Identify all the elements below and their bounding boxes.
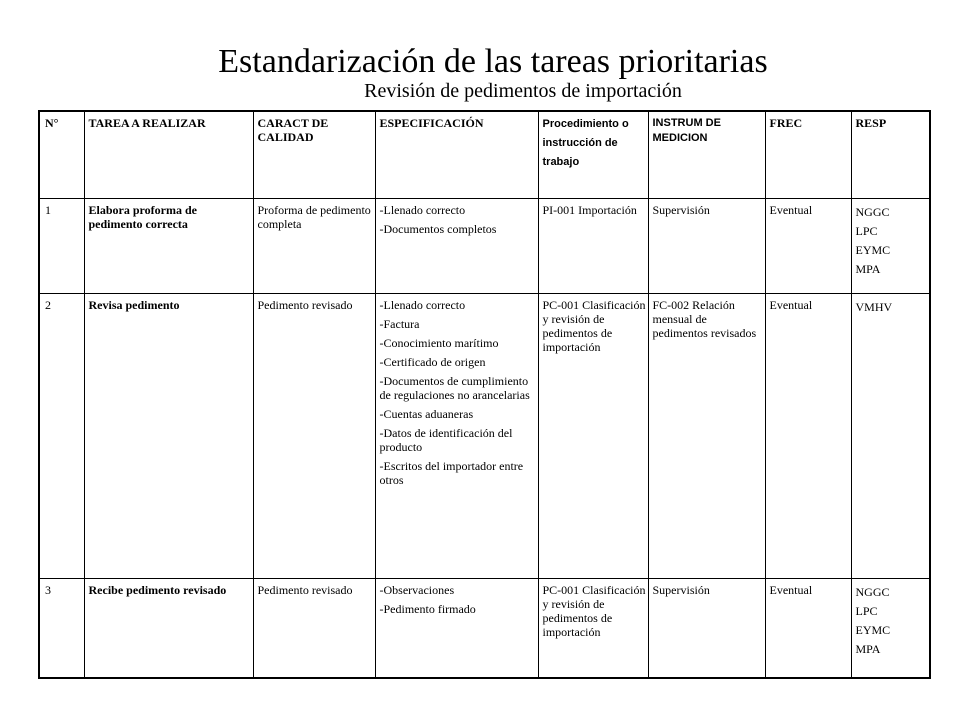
cell-resp	[851, 579, 930, 679]
cell-instrum: FC-002 Relación mensual de pedimentos revisados	[648, 294, 765, 579]
cell-procedimiento: PI-001 Importación	[538, 199, 648, 294]
header-num: N°	[39, 111, 84, 199]
header-tarea: TAREA A REALIZAR	[84, 111, 253, 199]
spec-item: -Certificado de origen	[379, 355, 486, 369]
cell-tarea: Revisa pedimento	[84, 294, 253, 579]
header-especificacion: ESPECIFICACIÓN	[375, 111, 538, 199]
header-procedimiento	[538, 111, 648, 199]
spec-item: -Conocimiento marítimo	[379, 336, 499, 350]
header-caract: CARACT DE CALIDAD	[253, 111, 375, 199]
header-procedimiento-label: Procedimiento o instrucción de trabajo	[542, 118, 629, 168]
header-resp: RESP	[851, 111, 930, 199]
spec-item: -Factura	[379, 317, 420, 331]
cell-num: 1	[39, 199, 84, 294]
resp-item: LPC	[855, 604, 878, 618]
cell-especificacion	[375, 294, 538, 579]
resp-item: VMHV	[855, 300, 893, 314]
cell-caract: Proforma de pedimento completa	[253, 199, 375, 294]
header-instrum-label: INSTRUM DE MEDICION	[652, 117, 721, 144]
cell-num: 2	[39, 294, 84, 579]
resp-item: MPA	[855, 642, 881, 656]
cell-caract: Pedimento revisado	[253, 294, 375, 579]
cell-frec: Eventual	[765, 199, 851, 294]
cell-frec: Eventual	[765, 579, 851, 679]
cell-resp	[851, 294, 930, 579]
header-instrum	[648, 111, 765, 199]
table-row	[39, 199, 930, 294]
spec-item: -Datos de identificación del producto	[379, 426, 513, 454]
cell-instrum: Supervisión	[648, 579, 765, 679]
task-standardization-table	[38, 110, 931, 679]
header-frec: FREC	[765, 111, 851, 199]
cell-especificacion	[375, 199, 538, 294]
spec-item: -Documentos de cumplimiento de regulaciones no arancelarias	[379, 374, 530, 402]
spec-item: -Pedimento firmado	[379, 602, 476, 616]
cell-instrum: Supervisión	[648, 199, 765, 294]
page-title: Estandarización de las tareas prioritarias	[218, 43, 768, 80]
spec-item: -Observaciones	[379, 583, 455, 597]
table-row	[39, 294, 930, 579]
cell-caract: Pedimento revisado	[253, 579, 375, 679]
resp-item: EYMC	[855, 243, 891, 257]
resp-item: EYMC	[855, 623, 891, 637]
cell-tarea: Elabora proforma de pedimento correcta	[84, 199, 253, 294]
cell-tarea: Recibe pedimento revisado	[84, 579, 253, 679]
page-subtitle: Revisión de pedimentos de importación	[364, 80, 682, 102]
spec-item: -Llenado correcto	[379, 298, 466, 312]
cell-especificacion	[375, 579, 538, 679]
table-row	[39, 579, 930, 679]
spec-item: -Llenado correcto	[379, 203, 466, 217]
cell-num: 3	[39, 579, 84, 679]
resp-item: MPA	[855, 262, 881, 276]
cell-resp	[851, 199, 930, 294]
cell-procedimiento: PC-001 Clasificación y revisión de pedimentos de importación	[538, 579, 648, 679]
table-header-row	[39, 111, 930, 199]
spec-item: -Cuentas aduaneras	[379, 407, 474, 421]
spec-item: -Escritos del importador entre otros	[379, 459, 524, 487]
spec-item: -Documentos completos	[379, 222, 497, 236]
resp-item: NGGC	[855, 205, 890, 219]
resp-item: NGGC	[855, 585, 890, 599]
cell-frec: Eventual	[765, 294, 851, 579]
resp-item: LPC	[855, 224, 878, 238]
cell-procedimiento: PC-001 Clasificación y revisión de pedimentos de importación	[538, 294, 648, 579]
